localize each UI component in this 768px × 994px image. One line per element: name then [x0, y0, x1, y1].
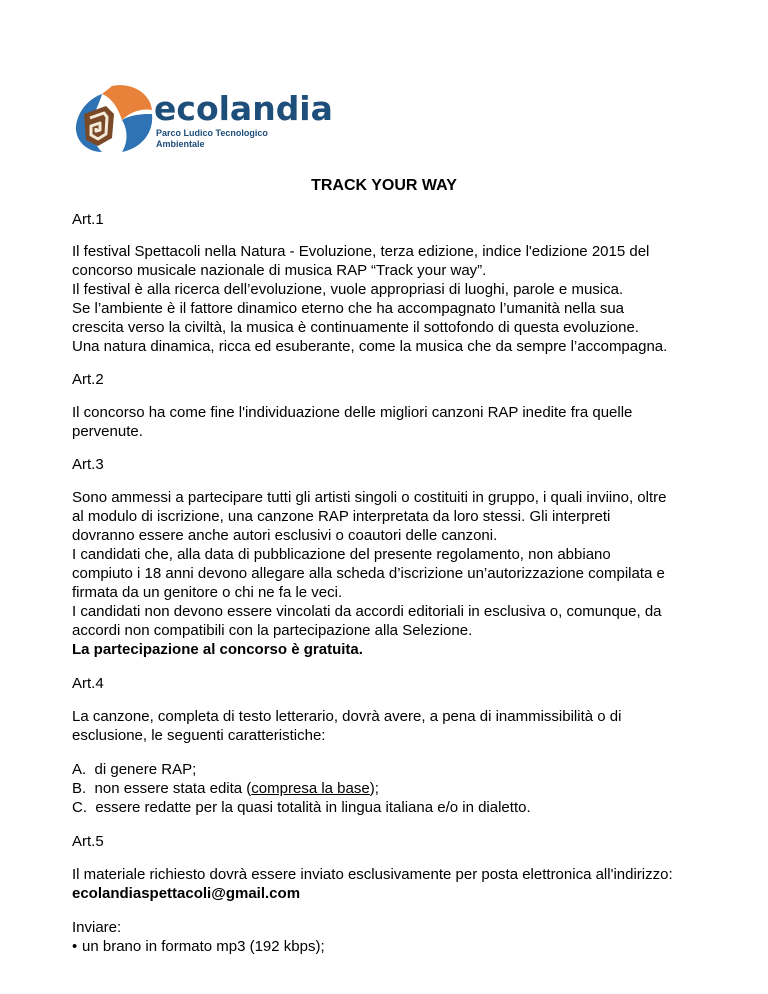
- logo-tagline: Parco Ludico Tecnologico Ambientale: [156, 128, 268, 149]
- art5-heading: Art.5: [72, 833, 104, 850]
- art1-line: Il festival Spettacoli nella Natura - Evoluzione, terza edizione, indice l'edizione 2015 del: [72, 243, 650, 260]
- art3-line: Sono ammessi a partecipare tutti gli artisti singoli o costituiti in gruppo, i quali inviino, oltre: [72, 489, 667, 506]
- email-line: [72, 884, 712, 903]
- ecolandia-logo: [72, 84, 333, 154]
- art4-line: esclusione, le seguenti caratteristiche:: [72, 727, 326, 744]
- list-item: [72, 779, 379, 798]
- logo-wordmark: ecolandia: [154, 89, 333, 128]
- art4-line: La canzone, completa di testo letterario, dovrà avere, a pena di inammissibilità o di: [72, 708, 622, 725]
- art3-line: dovranno essere anche autori esclusivi o coautori delle canzoni.: [72, 527, 498, 544]
- art5-line: Il materiale richiesto dovrà essere inviato esclusivamente per posta elettronica all'indirizzo:: [72, 866, 673, 883]
- document-title: TRACK YOUR WAY: [311, 177, 457, 194]
- art3-line: al modulo di iscrizione, una canzone RAP interpretata da loro stessi. Gli interpreti: [72, 508, 611, 525]
- list-marker: C.: [72, 799, 87, 816]
- art3-line: compiuto i 18 anni devono allegare alla scheda d’iscrizione un’autorizzazione compilata e: [72, 565, 665, 582]
- list-marker: B.: [72, 780, 87, 797]
- art2-heading: Art.2: [72, 371, 104, 388]
- bullet-item: [72, 937, 712, 956]
- art3-line: I candidati che, alla data di pubblicazione del presente regolamento, non abbiano: [72, 546, 611, 563]
- send-label: Inviare:: [72, 919, 122, 936]
- underlined-text: compresa la base: [251, 780, 370, 797]
- list-item-text: );: [369, 780, 379, 797]
- list-item-text: essere redatte per la quasi totalità in lingua italiana e/o in dialetto.: [95, 799, 531, 816]
- list-item: [72, 760, 196, 779]
- art3-line: accordi non compatibili con la partecipazione alla Selezione.: [72, 622, 473, 639]
- art3-line: I candidati non devono essere vincolati da accordi editoriali in esclusiva o, comunque, da: [72, 603, 662, 620]
- ecolandia-emblem-icon: [72, 84, 156, 154]
- list-marker: A.: [72, 761, 87, 778]
- art1-line: Una natura dinamica, ricca ed esuberante, come la musica che da sempre l’accompagna.: [72, 338, 668, 355]
- bullet-item-text: un brano in formato mp3 (192 kbps);: [82, 938, 325, 955]
- art3-bold-line: [72, 640, 712, 659]
- art2-line: Il concorso ha come fine l'individuazione delle migliori canzoni RAP inedite fra quelle: [72, 404, 633, 421]
- art3-line: firmata da un genitore o chi ne fa le veci.: [72, 584, 343, 601]
- art1-line: concorso musicale nazionale di musica RAP “Track your way”.: [72, 262, 487, 279]
- email-address: ecolandiaspettacoli@gmail.com: [72, 885, 301, 902]
- list-item-text: non essere stata edita (: [94, 780, 252, 797]
- list-item-text: di genere RAP;: [94, 761, 197, 778]
- art1-line: Il festival è alla ricerca dell’evoluzione, vuole appropriasi di luoghi, parole e musica.: [72, 281, 624, 298]
- art4-heading: Art.4: [72, 675, 104, 692]
- list-item: [72, 798, 531, 817]
- art2-line: pervenute.: [72, 423, 143, 440]
- art1-heading: Art.1: [72, 211, 104, 228]
- art3-heading: Art.3: [72, 456, 104, 473]
- art1-line: crescita verso la civiltà, la musica è continuamente il sottofondo di questa evoluzione.: [72, 319, 639, 336]
- art1-line: Se l’ambiente è il fattore dinamico eterno che ha accompagnato l’umanità nella sua: [72, 300, 624, 317]
- bullet-icon: •: [72, 938, 78, 955]
- free-participation-text: La partecipazione al concorso è gratuita.: [72, 641, 363, 658]
